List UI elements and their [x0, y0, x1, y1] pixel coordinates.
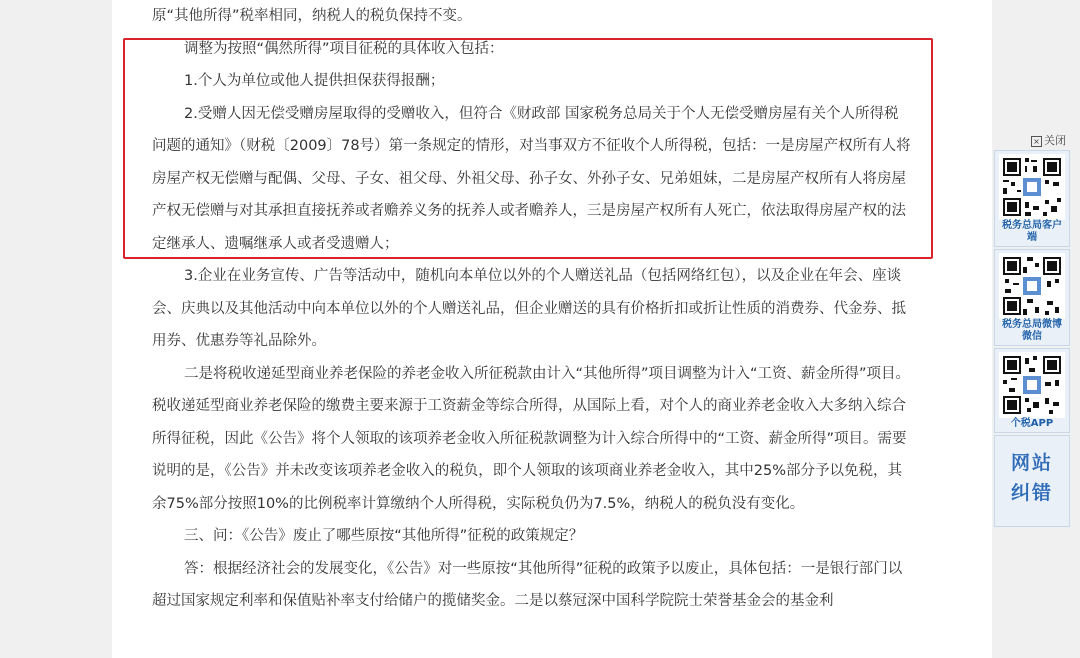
highlight-box	[123, 38, 933, 259]
qr-label: 税务总局微博微信	[1002, 319, 1062, 342]
qr-card-client[interactable]	[994, 150, 1070, 247]
qr-label: 税务总局客户端	[1002, 220, 1062, 243]
paragraph: 调整为按照“偶然所得”项目征税的具体收入包括：	[184, 40, 504, 57]
qr-card-app[interactable]	[994, 348, 1070, 433]
paragraph: 二是将税收递延型商业养老保险的养老金收入所征税款由计入“其他所得”项目调整为计入“工资、薪金所得”项目。税收递延型商业养老保险的缴费主要来源于工资薪金等综合所得，从国际上看，对个人的商业养老金收入大多纳入综合所得征税，因此《公告》将个人领取的该项养老金收入所征税款调整为计入综合所得中的“工资、薪金所得”项目。需要说明的是，《公告》并未改变该项养老金收入的税负，即个人领取的该项商业养老金收入，其中25%部分予以免税，其余75%部分按照10%的比例税率计算缴纳个人所得税，实际税负仍为7.5%，纳税人的税负没有变化。	[152, 365, 911, 512]
qr-label: 个税APP	[1010, 418, 1054, 429]
paragraph: 2.受赠人因无偿受赠房屋取得的受赠收入，但符合《财政部 国家税务总局关于个人无偿受赠房屋有关个人所得税问题的通知》（财税〔2009〕78号）第一条规定的情形，对当事双方不征收个人所得税，包括：一是房屋产权所有人将房屋产权无偿赠与配偶、父母、子女、祖父母、外祖父母、孙子女、外孙子女、兄弟姐妹，二是房屋产权所有人将房屋产权无偿赠与对其承担直接抚养或者赡养义务的抚养人或者赡养人，三是房屋产权所有人死亡，依法取得房屋产权的法定继承人、遗嘱继承人或者受遗赠人；	[152, 105, 911, 252]
qr-card-weibo-wechat[interactable]	[994, 249, 1070, 346]
close-button[interactable]	[994, 132, 1070, 150]
paragraph: 三、问：《公告》废止了哪些原按“其他所得”征税的政策规定？	[184, 528, 584, 544]
qr-code-icon	[999, 253, 1065, 319]
close-label: 关闭	[1044, 134, 1066, 147]
error-button-line2: 纠错	[1010, 482, 1053, 504]
paragraph: 原“其他所得”税率相同，纳税人的税负保持不变。	[152, 8, 472, 24]
error-button-line1: 网站	[1010, 452, 1053, 474]
qr-code-icon	[999, 154, 1065, 220]
paragraph: 3.企业在业务宣传、广告等活动中，随机向本单位以外的个人赠送礼品（包括网络红包），以及企业在年会、座谈会、庆典以及其他活动中向本单位以外的个人赠送礼品，但企业赠送的具有价格折扣或折让性质的消费券、代金券、抵用券、优惠券等礼品除外。	[152, 268, 906, 349]
floating-sidebar	[994, 132, 1070, 527]
site-error-report-button[interactable]	[994, 435, 1070, 527]
paragraph: 1.个人为单位或他人提供担保获得报酬；	[184, 73, 445, 89]
paragraph: 答：根据经济社会的发展变化，《公告》对一些原按“其他所得”征税的政策予以废止，具体包括：一是银行部门以超过国家规定利率和保值贴补率支付给储户的揽储奖金。二是以蔡冠深中国科学院院士荣誉基金会的基金利	[152, 560, 903, 609]
qr-code-icon	[999, 352, 1065, 418]
close-icon: ×	[1031, 136, 1042, 147]
